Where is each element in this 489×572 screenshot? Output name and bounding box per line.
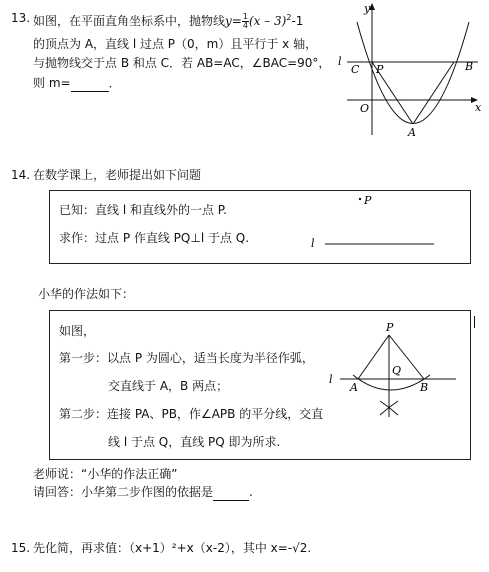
q14-fig2 (320, 319, 470, 419)
q14-m-line3: 交直线于 A，B 两点； (108, 379, 229, 393)
q13-line4 (33, 75, 121, 92)
label-a: A (408, 126, 416, 139)
q14-number: 14. (11, 168, 31, 182)
parabola-curve (357, 22, 469, 124)
segment-ab (413, 62, 454, 124)
q13-line2: 的顶点为 A，直线 l 过点 P（0，m）且平行于 x 轴， (33, 37, 318, 51)
q13-parabola-graph (335, 0, 485, 140)
q13-line1 (33, 10, 303, 30)
fig2-label-p: P (386, 321, 394, 334)
fig2-label-l: l (329, 373, 333, 386)
q13-line4-post: ． (108, 76, 121, 90)
q14-problem-box (49, 190, 471, 264)
q13-answer-blank (71, 75, 109, 92)
q14-answer-blank (213, 484, 249, 501)
q14-answer-post: . (249, 485, 253, 499)
q13-eq-y: y= (225, 14, 242, 28)
fig1-label-p: P (364, 194, 372, 207)
segment-pa (358, 335, 389, 379)
q13-fraction (242, 13, 249, 30)
q13-eq-rest: (x – 3) (248, 14, 287, 28)
q14-teacher: 老师说：“小华的作法正确” (33, 467, 178, 481)
q14-m-line2: 第一步：以点 P 为圆心，适当长度为半径作弧， (59, 351, 314, 365)
q13-frac-den: 4 (242, 21, 248, 30)
text-cursor (474, 316, 475, 328)
q13-number: 13. (11, 11, 31, 25)
q14-method-title: 小华的作法如下： (38, 287, 135, 301)
label-p: P (376, 63, 384, 76)
label-b: B (465, 60, 474, 73)
q14-ask: 求作：过点 P 作直线 PQ⊥l 于点 Q. (59, 231, 250, 245)
q13-line3: 与抛物线交于点 B 和点 C．若 AB=AC，∠BAC=90°， (33, 56, 331, 70)
arc-from-p (353, 375, 430, 390)
q14-m-line1: 如图， (59, 324, 96, 338)
point-p-dot (359, 198, 361, 200)
label-c: C (351, 63, 360, 76)
label-l: l (338, 55, 342, 68)
q14-answer-pre: 请回答：小华第二步作图的依据是 (33, 485, 214, 499)
q13-line4-pre: 则 m= (33, 76, 71, 90)
label-o: O (360, 102, 370, 115)
q13-frac-num: 1 (242, 12, 248, 21)
fig1-label-l: l (311, 237, 315, 250)
label-x: x (475, 101, 482, 114)
fig2-label-a: A (350, 381, 358, 394)
q14-m-line4: 第二步：连接 PA、PB，作∠APB 的平分线，交直 (59, 407, 324, 421)
q14-known: 已知：直线 l 和直线外的一点 P. (59, 203, 227, 217)
q13-eq-exp: 2 (286, 13, 292, 22)
q15-number: 15. (11, 541, 31, 555)
fig2-label-q: Q (392, 364, 402, 377)
q14-method-box (49, 310, 471, 460)
q13-line1-text: 如图，在平面直角坐标系中，抛物线 (33, 14, 226, 28)
q14-m-line5: 线 l 于点 Q，直线 PQ 即为所求. (108, 435, 281, 449)
fig2-label-b: B (420, 381, 429, 394)
q14-fig1 (300, 191, 470, 263)
q13-eq-tail: -1 (291, 14, 304, 28)
q14-answer-line (33, 484, 253, 501)
q14-intro: 在数学课上，老师提出如下问题 (33, 168, 202, 182)
q15-text: 先化简，再求值：（x+1）²+x（x-2），其中 x=-√2. (33, 541, 312, 555)
label-y: y (364, 2, 371, 15)
